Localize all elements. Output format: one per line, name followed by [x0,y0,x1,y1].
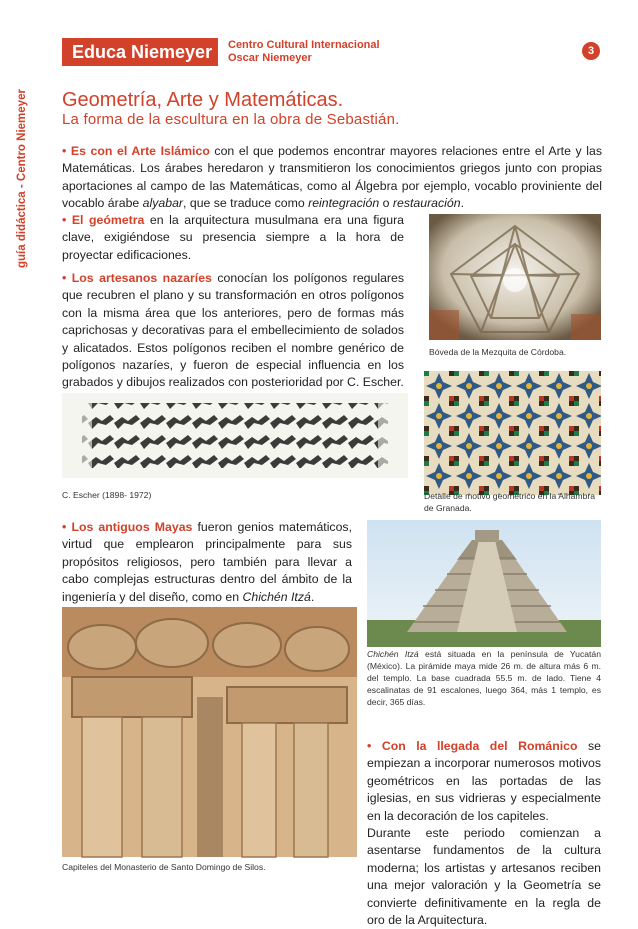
caption-chichen-itza [367,648,601,708]
chichen-itza-photo [367,520,601,647]
body-text: en la arquitectura musulmana era una figura clave, exigiéndose su presencia siempre a la hora de proyectar edificaciones. [62,213,405,262]
caption-silos: Capiteles del Monasterio de Santo Domingo de Silos. [62,862,266,872]
escher-print-photo [62,393,408,478]
page-subtitle: La forma de la escultura en la obra de Sebastián. [62,111,400,128]
paragraph-islamic-art [62,143,602,213]
center-name-line1: Centro Cultural Internacional [228,39,380,51]
body-text: . [460,196,464,211]
bullet: • [62,520,67,534]
lead-text: Con la llegada del Románico [381,739,578,753]
body-text: , que se traduce como [183,196,309,211]
body-text: o [379,196,393,211]
body-text: con el que podemos encontrar mayores relaciones entre el Arte y las Matemáticas. Los árabes heredaron y transmitieron los conocimientos griegos junto con propias aportaciones al campo de las Matemáticas, como al Álgebra por ejemplo, vocablo proviniente del vocablo árabe [62,144,602,211]
bullet: • [367,739,372,753]
caption-mezquita: Bóveda de la Mezquita de Córdoba. [429,347,567,357]
emphasis-text: Chichén Itzá [367,649,419,659]
paragraph-nasrid-artisans [62,270,404,392]
body-text: conocían los polígonos regulares que recubren el plano y su transformación en otros polígonos con la misma área que los anteriores, pero de formas más caprichosas y decorativas para el embellecimiento de solados y alicatados. Estos polígonos reciben el nombre genérico de polígonos nazaríes, y fueron de especial influencia en los grabados y dibujos realizados con posterioridad por C. Escher. [62,271,405,390]
escher-birds-image [62,393,408,478]
paragraph-geometer [62,212,404,264]
lead-text: Es con el Arte Islámico [70,144,210,158]
bullet: • [62,271,67,285]
caption-escher: C. Escher (1898- 1972) [62,490,152,500]
emphasis-text: reintegración [308,196,380,211]
emphasis-text: alyabar [142,196,184,211]
dome-image [429,214,601,340]
bullet: • [62,213,67,227]
mezquita-dome-photo [429,214,601,340]
body-text: fueron genios matemáticos, virtud que emplearon principalmente para sus propósitos religiosos, pero también para llevar a cabo complejas estructuras dentro del ámbito de la ingeniería y del diseño, como en [62,520,352,604]
lead-text: Los artesanos nazaríes [71,271,212,285]
center-name-line2: Oscar Niemeyer [228,52,312,64]
paragraph-mayas [62,519,352,606]
center-name [228,39,380,65]
body-text: . [310,589,315,604]
paragraph-romanesque [367,738,601,929]
alhambra-pattern-image [424,371,601,495]
body-text: Durante este periodo comienzan a asentarse fundamentos de la cultura moderna; los artistas y artesanos reciben una mejor valoración y la Geometría se convierte definitivamente en la regla de oro de la Arquitectura. [367,826,601,928]
caption-alhambra: Detalle de motivo geométrico en la Alhambra de Granada. [424,491,596,513]
body-text: se empiezan a incorporar numerosos motivos geométricos en las portadas de las iglesias, en sus vidrieras y especialmente en la decoración de los capiteles. [367,739,601,823]
sidebar-label: guía didáctica - Centro Niemeyer [16,89,28,268]
caption-text: está situada en la península de Yucatán (México). La pirámide maya mide 26 m. de altura más 6 m. del templo. La base cuadrada 55.5 m. de lado. Tiene 4 escalinatas de 91 escalones, luego 364, más 1 templo, es decir, 365 días. [367,649,601,707]
brand-logo: Educa Niemeyer [62,38,218,66]
pyramid-image [367,520,601,647]
bullet: • [62,144,67,158]
page-header [62,38,600,70]
silos-capitals-photo [62,607,357,857]
capitals-image [62,607,357,857]
page-number-badge: 3 [582,42,600,60]
page-title: Geometría, Arte y Matemáticas. [62,89,344,111]
emphasis-text: restauración [392,196,461,211]
alhambra-tiles-photo [424,371,601,495]
lead-text: Los antiguos Mayas [71,520,193,534]
emphasis-text: Chichén Itzá [242,589,311,604]
lead-text: El geómetra [71,213,145,227]
